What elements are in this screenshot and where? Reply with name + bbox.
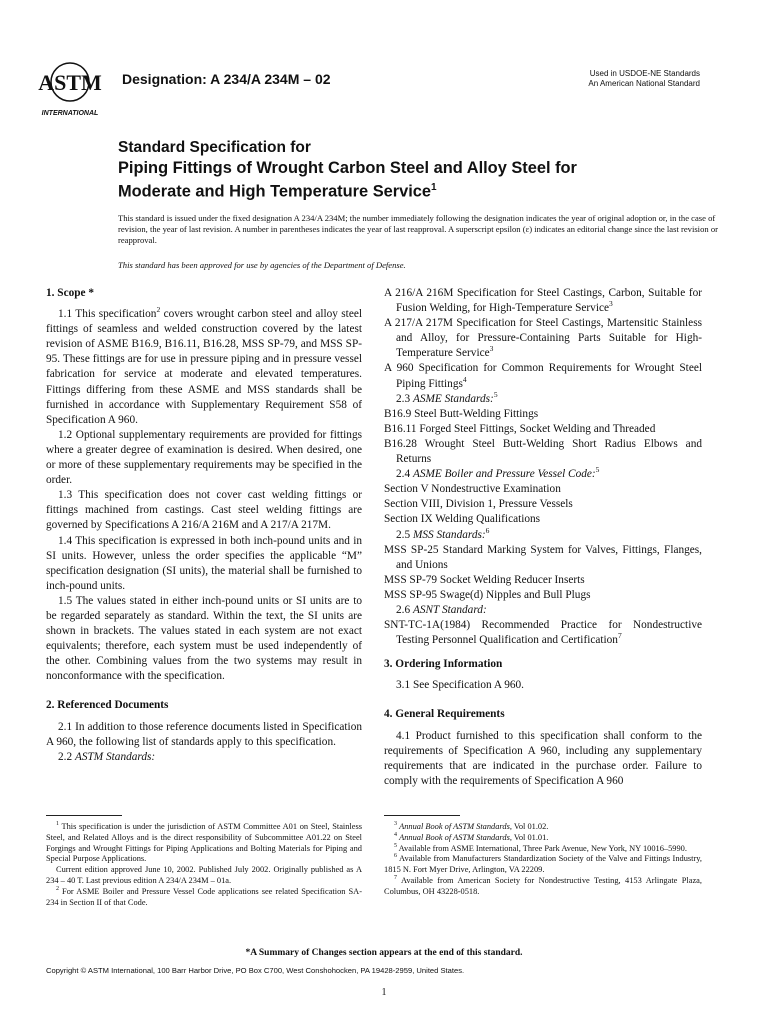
paragraph-2-1: 2.1 In addition to those reference documents listed in Specification A 960, the following list of standards apply to this specification. [46,720,362,748]
ref-snt-sup: 7 [617,631,622,641]
footnote-6 [384,854,702,876]
ref-section-v: Section V Nondestructive Examination [384,483,561,496]
footnote-3 [384,822,702,833]
ref-snt-text: SNT-TC-1A(1984) Recommended Practice for Nondestructive Testing Personnel Qualification and Certification [384,619,702,647]
section-heading-scope: 1. Scope * [46,287,95,299]
paragraph-2-4-label: ASME Boiler and Pressure Vessel Code: [412,468,596,481]
ref-b169: B16.9 Steel Butt-Welding Fittings [384,407,539,420]
copyright-line: Copyright © ASTM International, 100 Barr Harbor Drive, PO Box C700, West Conshohocken, PA 19428-2959, United States. [46,966,465,975]
footnote-4-title: Annual Book of ASTM Standards [399,832,510,842]
paragraph-3-1: 3.1 See Specification A 960. [396,679,525,692]
paragraph-2-5-label: MSS Standards: [412,528,486,541]
paragraph-4-1: 4.1 Product furnished to this specification shall conform to the requirements of Specification A 960, including any supplementary requirements that are indicated in the purchase order. Failure to comply with the requirements of Specification A 960 [384,729,702,787]
paragraph-2-3-num: 2.3 [396,392,413,405]
title-line-3-text: Moderate and High Temperature Service [118,182,432,201]
footnote-7-text: Available from American Society for Nondestructive Testing, 4153 Arlingate Plaza, Columbus, OH 43228-0518. [384,875,702,896]
ref-a217-sup: 3 [489,344,494,354]
footnote-3-num: 3 [394,821,397,828]
designation: Designation: A 234/A 234M – 02 [122,71,331,87]
footnotes-left [46,822,362,908]
footnote-1 [46,822,362,865]
paragraph-2-4-num: 2.4 [396,468,413,481]
footnote-2-num: 2 [56,885,59,892]
astm-logo [32,60,110,120]
footnote-3-tail: , Vol 01.02. [509,822,549,831]
footnote-5-text: Available from ASME International, Three Park Avenue, New York, NY 10016–5990. [397,843,687,853]
paragraph-2-4-sup: 5 [595,465,600,475]
paragraph-1-1-a: 1.1 This specification [58,308,157,321]
summary-of-changes-note: *A Summary of Changes section appears at the end of this standard. [245,948,523,958]
paragraph-1-1 [46,307,362,428]
section-heading-ordering: 3. Ordering Information [384,658,503,671]
paragraph-1-3: 1.3 This specification does not cover cast welding fittings or fittings machined from castings. Cast steel welding fittings are governed by Specifications A 216/A 216M and A 217/A 217M. [46,489,362,532]
paragraph-1-5: 1.5 The values stated in either inch-pound units or SI units are to be regarded separately as standard. Within the text, the SI units are shown in brackets. The values stated in each system are not exact equivalents; therefore, each system must be used independently of the other. Combining values from the two systems may result in nonconformance with the specification. [46,594,362,683]
footnote-4-num: 4 [394,832,397,838]
footnote-7 [384,876,702,898]
ref-a960 [384,361,702,391]
ref-a216-sup: 3 [609,299,613,309]
footnote-5 [384,844,702,855]
footnote-3-title: Annual Book of ASTM Standards [399,822,510,831]
paragraph-2-2 [46,750,362,765]
paragraph-2-5 [384,525,702,543]
paragraph-2-3 [384,389,702,407]
ref-b1628: B16.28 Wrought Steel Butt-Welding Short Radius Elbows and Returns [384,437,702,466]
used-in-note [588,69,700,89]
logo-international: INTERNATIONAL [41,110,99,117]
document-title [118,138,577,201]
footnote-1-text: This specification is under the jurisdiction of ASTM Committee A01 on Steel, Stainless Steel, and Related Alloys and is the direct responsibility of Subcommittee A01.22 on Steel Forgings and Wrought Fittings for Piping Applications and Bolting Materials for Piping and Special Purpose Applications. [46,822,362,864]
footnote-rule-left [46,815,122,816]
footnote-4 [384,833,702,844]
footnote-6-text: Available from Manufacturers Standardization Society of the Valve and Fittings Industry, 1815 N. Fort Myer Drive, Arlington, VA 22209. [384,854,702,875]
ref-a216 [384,286,702,316]
ref-section-viii: Section VIII, Division 1, Pressure Vessels [384,498,573,511]
section-heading-referenced-documents: 2. Referenced Documents [46,699,169,712]
ref-snt [384,618,702,648]
paragraph-2-5-num: 2.5 [396,528,413,541]
used-in-line-2: An American National Standard [588,79,700,88]
ref-section-ix: Section IX Welding Qualifications [384,513,541,526]
issuance-notice: This standard is issued under the fixed designation A 234/A 234M; the number immediately following the designation indicates the year of original adoption or, in the case of revision, the year of last revision. A number in parentheses indicates the year of last reapproval. A superscript epsilon (ε) indicates an editorial change since the last revision or reapproval. [118,213,718,245]
logo-mark: ASTM [38,70,102,95]
title-footnote-ref: 1 [431,182,437,193]
paragraph-2-6-label: ASNT Standard: [412,603,487,616]
paragraph-2-3-sup: 5 [493,389,498,399]
paragraph-2-2-label: ASTM Standards: [74,750,156,763]
footnote-2 [46,887,362,909]
footnote-7-num: 7 [394,875,397,882]
right-column [384,286,702,789]
ref-b1611: B16.11 Forged Steel Fittings, Socket Welding and Threaded [384,422,656,435]
title-line-2: Piping Fittings of Wrought Carbon Steel and Alloy Steel for [118,159,577,177]
ref-sp79: MSS SP-79 Socket Welding Reducer Inserts [384,573,585,586]
section-heading-general: 4. General Requirements [384,708,505,721]
ref-sp95: MSS SP-95 Swage(d) Nipples and Bull Plugs [384,588,591,601]
paragraph-1-1-b: covers wrought carbon steel and alloy steel fittings of seamless and welded construction covered by the latest revision of ASME B16.9, B16.11, B16.28, MSS SP-79, and MSS SP-95. These fittings are for use in pressure piping and in pressure vessel fabrication for service at moderate and elevated temperatures. Fittings differing from these ASME and MSS standards shall be furnished in accordance with Supplementary Requirement S58 of Specification A 960. [46,308,362,426]
ref-sp25: MSS SP-25 Standard Marking System for Valves, Fittings, Flanges, and Unions [384,543,702,571]
footnote-6-num: 6 [394,853,397,860]
footnote-ref-2: 2 [156,305,161,315]
ref-a217-text: A 217/A 217M Specification for Steel Castings, Martensitic Stainless and Alloy, for Pressure-Containing Parts Suitable for High-Temperature Service [384,317,702,360]
paragraph-2-4 [384,467,702,482]
used-in-line-1: Used in USDOE-NE Standards [589,69,700,78]
paragraph-2-6 [384,603,702,618]
paragraph-2-6-num: 2.6 [396,603,413,616]
footnote-1-num: 1 [56,821,59,828]
footnote-rule-right [384,815,460,816]
paragraph-1-2: 1.2 Optional supplementary requirements are provided for fittings where a greater degree of examination is desired. When desired, one or more of these supplementary requirements may be specified in the order. [46,428,362,487]
ref-a216-text: A 216/A 216M Specification for Steel Castings, Carbon, Suitable for Fusion Welding, for High-Temperature Service [384,287,702,315]
paragraph-2-2-num: 2.2 [58,750,75,763]
ref-a960-sup: 4 [462,374,467,384]
title-line-1: Standard Specification for [118,139,311,156]
ref-a217 [384,316,702,361]
footnotes-right [384,822,702,898]
left-column [46,286,362,765]
approval-notice: This standard has been approved for use by agencies of the Department of Defense. [118,260,406,270]
footnote-1-edition: Current edition approved June 10, 2002. Published July 2002. Originally published as A 234 – 40 T. Last previous edition A 234/A 234M – 01a. [46,865,362,885]
paragraph-2-5-sup: 6 [485,525,490,535]
title-line-3 [118,178,577,201]
ref-a960-text: A 960 Specification for Common Requirements for Wrought Steel Piping Fittings [384,362,702,390]
footnote-2-text: For ASME Boiler and Pressure Vessel Code applications see related Specification SA-234 in Section II of that Code. [46,886,362,907]
footnote-5-num: 5 [394,842,397,849]
page-number: 1 [381,987,387,998]
paragraph-1-4: 1.4 This specification is expressed in both inch-pound units and in SI units. However, unless the order specifies the applicable “M” specification designation (SI units), the material shall be furnished to inch-pound units. [46,534,362,592]
paragraph-2-3-label: ASME Standards: [412,392,494,405]
footnote-4-tail: , Vol 01.01. [509,832,549,842]
